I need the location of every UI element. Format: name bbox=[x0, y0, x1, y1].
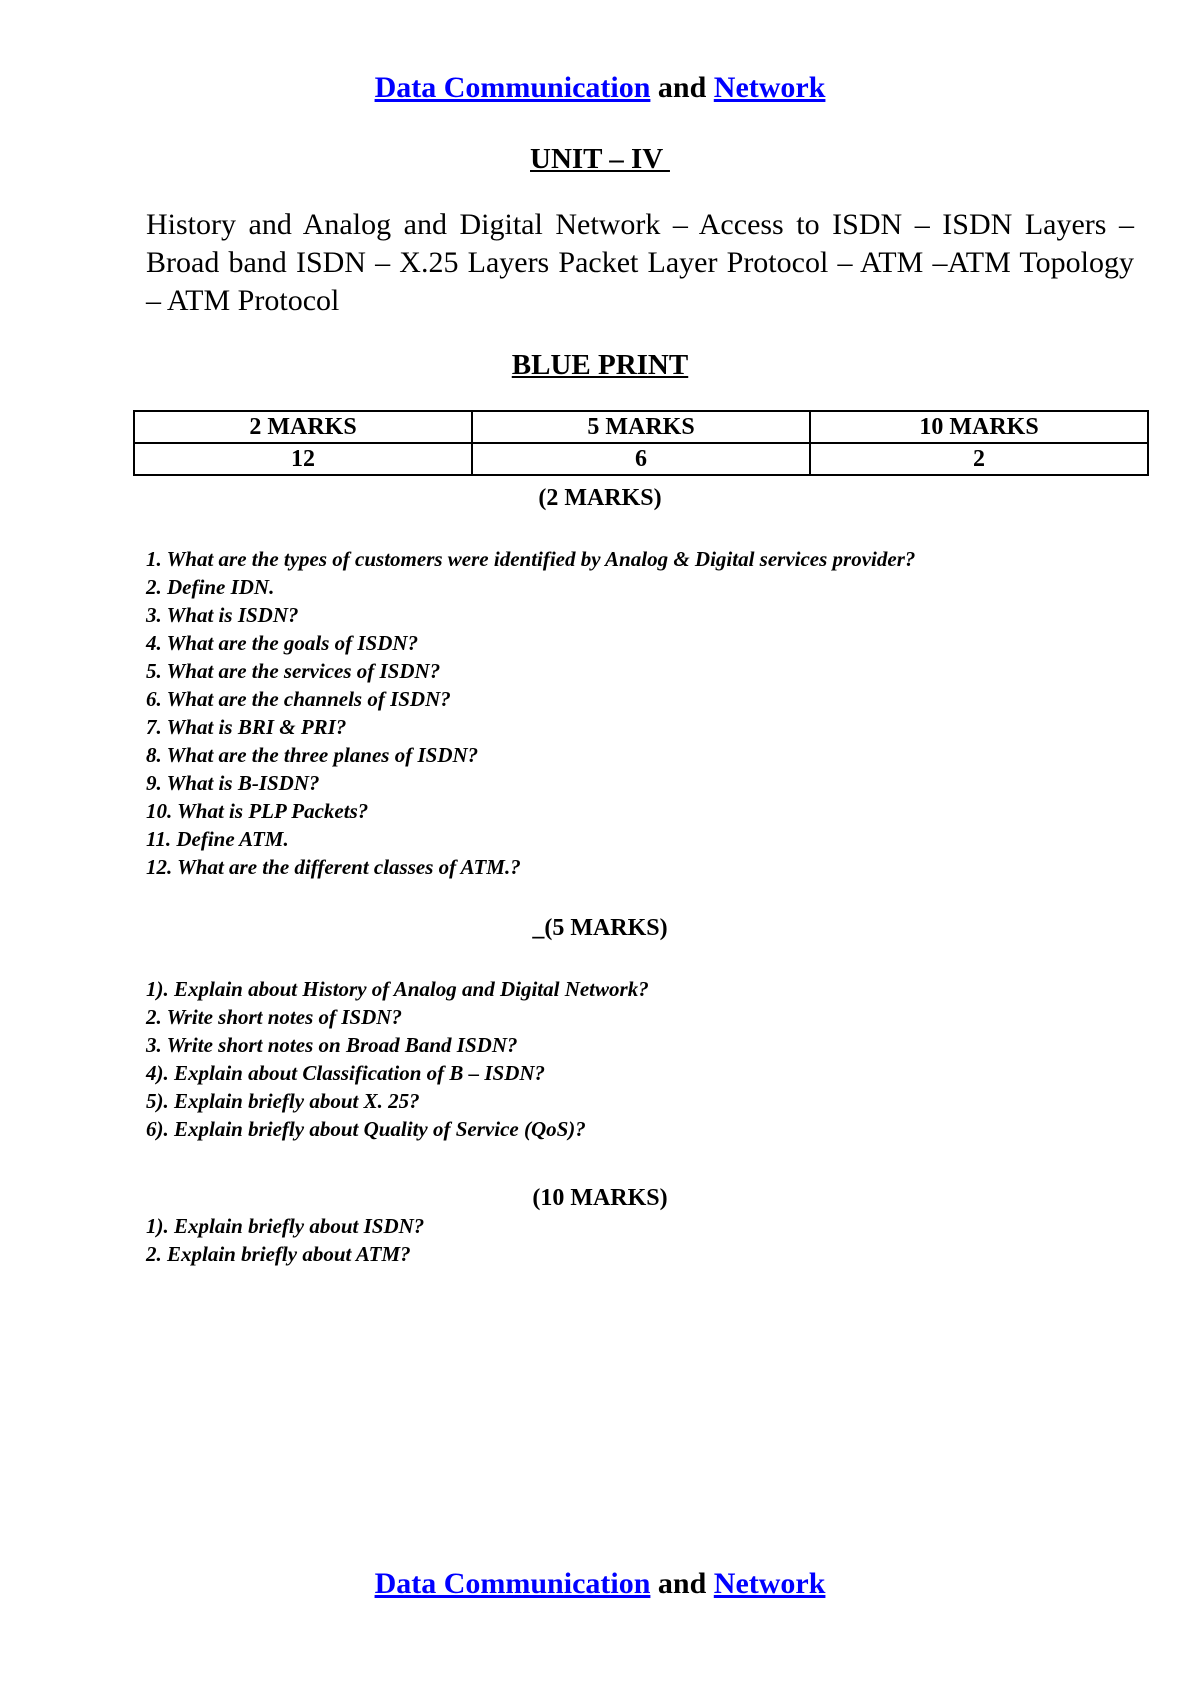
question-item: 3. What is ISDN? bbox=[146, 603, 299, 627]
question-item: 7. What is BRI & PRI? bbox=[146, 715, 347, 739]
header-title bbox=[0, 70, 1200, 106]
section-heading-10-marks: (10 MARKS) bbox=[532, 1185, 668, 1211]
question-item: 6. What are the channels of ISDN? bbox=[146, 687, 451, 711]
question-item: 8. What are the three planes of ISDN? bbox=[146, 743, 479, 767]
question-item: 5. What are the services of ISDN? bbox=[146, 659, 441, 683]
blueprint-header-cell: 5 MARKS bbox=[472, 411, 810, 443]
blueprint-header-cell: 10 MARKS bbox=[810, 411, 1148, 443]
question-item: 2. Explain briefly about ATM? bbox=[146, 1242, 411, 1266]
blueprint-table bbox=[133, 410, 1149, 476]
question-item: 4). Explain about Classification of B – ISDN? bbox=[146, 1061, 546, 1085]
question-item: 5). Explain briefly about X. 25? bbox=[146, 1089, 420, 1113]
header-title-and: and bbox=[657, 71, 707, 104]
blueprint-table-header-row bbox=[134, 411, 1148, 443]
question-list-10-marks bbox=[146, 1212, 1146, 1268]
question-item: 10. What is PLP Packets? bbox=[146, 799, 369, 823]
header-link-data-communication[interactable]: Data Communication bbox=[374, 71, 651, 104]
header-link-network[interactable]: Network bbox=[713, 71, 826, 104]
question-item: 11. Define ATM. bbox=[146, 827, 289, 851]
question-item: 4. What are the goals of ISDN? bbox=[146, 631, 419, 655]
blueprint-table-value-row bbox=[134, 443, 1148, 475]
blueprint-header-cell: 2 MARKS bbox=[134, 411, 472, 443]
question-item: 1. What are the types of customers were identified by Analog & Digital services provider? bbox=[146, 547, 916, 571]
question-item: 1). Explain briefly about ISDN? bbox=[146, 1214, 425, 1238]
question-item: 12. What are the different classes of ATM.? bbox=[146, 855, 521, 879]
blueprint-value-cell: 12 bbox=[134, 443, 472, 475]
syllabus-paragraph: History and Analog and Digital Network – Access to ISDN – ISDN Layers – Broad band ISDN – X.25 Layers Packet Layer Protocol – ATM –ATM Topology – ATM Protocol bbox=[146, 208, 1134, 317]
question-list-5-marks bbox=[146, 975, 1146, 1143]
footer-title bbox=[0, 1566, 1200, 1602]
question-item: 2. Write short notes of ISDN? bbox=[146, 1005, 402, 1029]
question-item: 1). Explain about History of Analog and Digital Network? bbox=[146, 977, 649, 1001]
unit-heading-text: UNIT – IV bbox=[530, 143, 670, 175]
section-heading-5-marks: _(5 MARKS) bbox=[532, 915, 668, 941]
footer-link-network[interactable]: Network bbox=[713, 1567, 826, 1600]
footer-link-data-communication[interactable]: Data Communication bbox=[374, 1567, 651, 1600]
blueprint-heading: BLUE PRINT bbox=[511, 349, 689, 381]
question-item: 3. Write short notes on Broad Band ISDN? bbox=[146, 1033, 518, 1057]
question-item: 9. What is B-ISDN? bbox=[146, 771, 320, 795]
blueprint-value-cell: 2 bbox=[810, 443, 1148, 475]
question-list-2-marks bbox=[146, 545, 1146, 881]
question-item: 6). Explain briefly about Quality of Service (QoS)? bbox=[146, 1117, 586, 1141]
section-heading-2-marks: (2 MARKS) bbox=[538, 485, 662, 511]
question-item: 2. Define IDN. bbox=[146, 575, 275, 599]
blueprint-value-cell: 6 bbox=[472, 443, 810, 475]
footer-title-and: and bbox=[657, 1567, 707, 1600]
unit-heading bbox=[0, 142, 1200, 176]
